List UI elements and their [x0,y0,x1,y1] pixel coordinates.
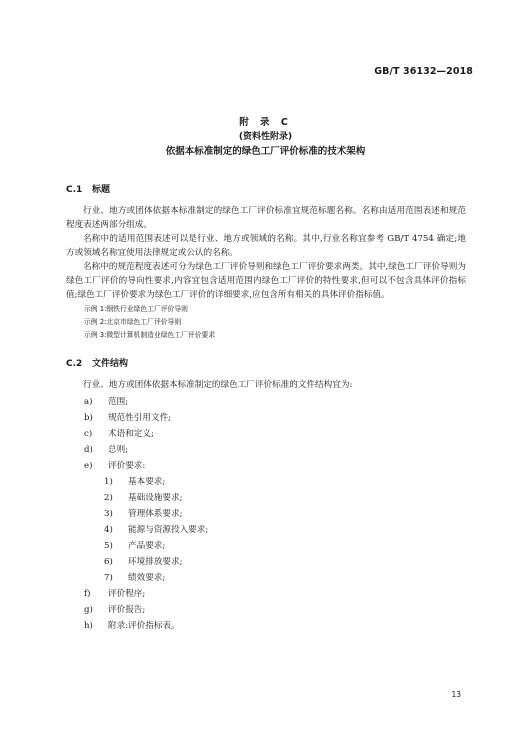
appendix-type: (资料性附录) [238,132,293,142]
appendix-title: 附 录 C [239,117,292,128]
list-marker: e) [84,461,93,471]
sublist-marker: 4) [104,525,113,535]
sublist-marker: 2) [104,493,113,503]
example-item: 示例 1:钢铁行业绿色工厂评价导则 [84,305,188,313]
sublist-item [104,475,165,489]
sublist-marker: 5) [104,541,113,551]
list-item [84,587,145,601]
sublist-item [104,571,165,585]
example-item: 示例 3:微型计算机制造业绿色工厂评价要求 [84,331,216,339]
list-item [84,411,171,425]
list-item [84,459,145,473]
standard-code: GB/T 36132—2018 [374,66,473,77]
sublist-text: 产品要求; [128,541,166,551]
section-c2-number: C.2 [66,359,83,369]
list-marker: g) [84,605,93,615]
list-item [84,427,154,441]
list-marker: a) [84,397,93,407]
list-text: 评价程序; [108,589,146,599]
paragraph: 名称中的规范程度表述可分为绿色工厂评价导则和绿色工厂评价要求两类。其中,绿色工厂评价导则为绿色工厂评价的导向性要求,内容宜包含适用范围内绿色工厂评价的特性要求,但可以不包含具体评价指标值;绿色工厂评价要求为绿色工厂评价的详细要求,应包含所有相关的具体评价指标值。 [66,262,466,300]
list-text: 附录:评价指标表。 [108,621,180,631]
list-text: 术语和定义; [108,429,154,439]
list-text: 评价报告; [108,605,146,615]
sublist-marker: 6) [104,557,113,567]
sublist-marker: 1) [104,477,113,487]
sublist-item [104,555,182,569]
sublist-item [104,539,165,553]
list-marker: h) [84,621,93,631]
list-text: 规范性引用文件; [108,413,172,423]
list-marker: d) [84,445,93,455]
section-c2-title: 文件结构 [92,359,129,369]
list-marker: b) [84,413,93,423]
sublist-marker: 3) [104,509,113,519]
sublist-text: 基础设施要求; [128,493,183,503]
appendix-name: 依据本标准制定的绿色工厂评价标准的技术架构 [165,146,366,157]
list-marker: c) [84,429,93,439]
sublist-item [104,507,182,521]
list-text: 总则; [108,445,129,455]
list-marker: f) [84,589,91,599]
paragraph: 名称中的适用范围表述可以是行业、地方或领域的名称。其中,行业名称宜参考 GB/T 4754 确定;地方或领域名称宜使用法律规定或公认的名称。 [66,234,466,258]
page-number: 13 [451,690,461,699]
sublist-text: 基本要求; [128,477,166,487]
list-item [84,443,128,457]
section-c2-heading [66,356,128,369]
example-item: 示例 2:北京市绿色工厂评价导则 [84,318,182,326]
list-text: 评价要求: [108,461,146,471]
section-c1-heading [66,182,110,195]
paragraph: 行业、地方或团体依据本标准制定的绿色工厂评价标准宜规范标题名称。名称由适用范围表述和规范程度表述两部分组成。 [66,206,466,230]
sublist-text: 管理体系要求; [128,509,183,519]
sublist-item [104,491,182,505]
list-text: 范围; [108,397,129,407]
sublist-text: 绩效要求; [128,573,166,583]
list-item [84,395,128,409]
section-c1-number: C.1 [66,185,83,195]
sublist-marker: 7) [104,573,113,583]
list-item [84,619,180,633]
paragraph: 行业、地方或团体依据本标准制定的绿色工厂评价标准的文件结构宜为: [83,380,353,390]
list-item [84,603,145,617]
sublist-text: 能源与资源投入要求; [128,525,209,535]
sublist-text: 环境排放要求; [128,557,183,567]
section-c1-title: 标题 [92,185,111,195]
sublist-item [104,523,208,537]
